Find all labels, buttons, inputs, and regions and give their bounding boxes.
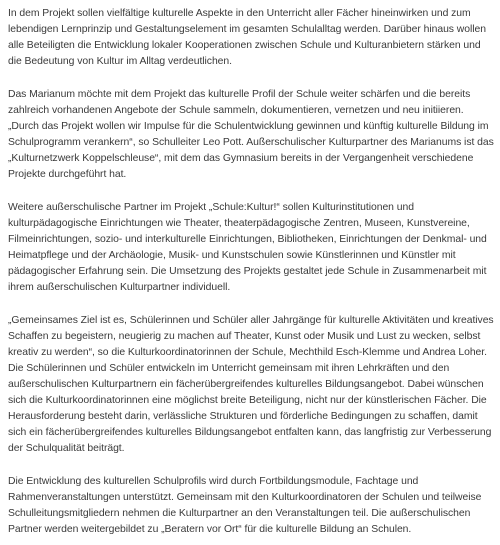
paragraph-school-profile-development: Die Entwicklung des kulturellen Schulprofils wird durch Fortbildungsmodule, Fachtage und Rahmenveranstaltungen unterstützt. Gemeinsam mit den Kulturkoordinatoren der Schulen und teilweise Schulleitungsmitgliedern nehmen die Kulturpartner an den Veranstaltungen teil. Die außerschulischen Partner werden weitergebildet zu „Beratern vor Ort“ für die kulturelle Bildung an Schulen. [8, 476, 482, 535]
paragraph-external-partners: Weitere außerschulische Partner im Projekt „Schule:Kultur!“ sollen Kulturinstitutionen und kulturpädagogische Einrichtungen wie Theater, theaterpädagogische Zentren, Museen, Kunstvereine, Filmeinrichtungen, sozio- und interkulturelle Einrichtungen, Bibliotheken, Einrichtungen der Denkmal- und Heimatpflege und der Archäologie, Musik- und Kunstschulen sowie Künstlerinnen und Künstler mit pädagogischer Erfahrung sein. Die Umsetzung des Projekts gestaltet jede Schule in Zusammenarbeit mit ihrem außerschulischen Kulturpartner individuell. [8, 202, 487, 293]
paragraph-common-goal: „Gemeinsames Ziel ist es, Schülerinnen und Schüler aller Jahrgänge für kulturelle Aktivitäten und kreatives Schaffen zu begeistern, neugierig zu machen auf Theater, Kunst oder Musik und Lust zu wecken, selbst kreativ zu werden“, so die Kulturkoordinatorinnen der Schule, Mechthild Esch-Klemme und Andrea Loher. Die Schülerinnen und Schüler entwickeln im Unterricht gemeinsam mit ihren Lehrkräften und den außerschulischen Kulturpartnern ein fächerübergreifendes kulturelles Bildungsangebot. Dabei wünschen sich die Kulturkoordinatorinnen eine möglichst breite Beteiligung, nicht nur der künstlerischen Fächer. Die Herausforderung besteht darin, verlässliche Strukturen und förderliche Bedingungen zu schaffen, damit sich ein fächerübergreifendes kulturelles Bildungsangebot entfalten kann, das langfristig zur Verbesserung der Schulqualität beiträgt. [8, 315, 494, 454]
paragraph-marianum-profile: Das Marianum möchte mit dem Projekt das kulturelle Profil der Schule weiter schärfen und die bereits zahlreich vorhandenen Angebote der Schule sammeln, dokumentieren, vernetzen und neu initiieren. „Durch das Projekt wollen wir Impulse für die Schulentwicklung gewinnen und künftig kulturelle Bildung im Schulprogramm verankern“, so Schulleiter Leo Pott. Außerschulischer Kulturpartner des Marianums ist das „Kulturnetzwerk Koppelschleuse“, mit dem das Gymnasium bereits in der Vergangenheit verschiedene Projekte durchgeführt hat. [8, 89, 494, 180]
paragraph-project-aims: In dem Projekt sollen vielfältige kulturelle Aspekte in den Unterricht aller Fächer hineinwirken und zum lebendigen Lernprinzip und Gestaltungselement im gesamten Schulalltag werden. Darüber hinaus wollen alle Beteiligten die Entwicklung lokaler Kooperationen zwischen Schule und Kulturanbietern stärken und die Bedeutung von Kultur im Alltag verdeutlichen. [8, 8, 486, 67]
